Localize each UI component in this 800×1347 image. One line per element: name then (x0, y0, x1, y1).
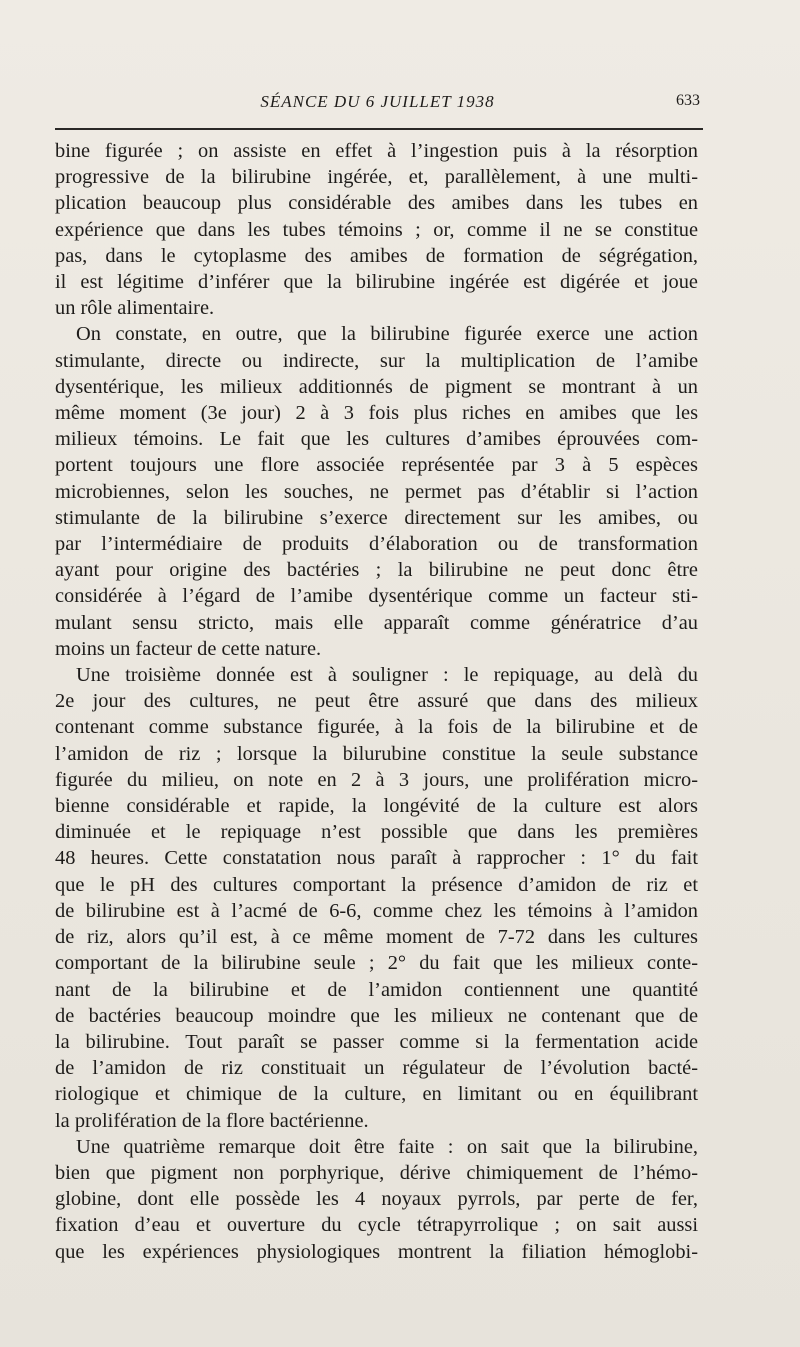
text-line: que le pH des cultures comportant la présence d’amidon de riz et (55, 873, 698, 896)
text-line: progressive de la bilirubine ingérée, et, parallèlement, à une multi- (55, 166, 698, 189)
text-line: plication beaucoup plus considérable des amibes dans les tubes en (55, 192, 698, 215)
text-line: que les expériences physiologiques montrent la filiation hémoglobi- (55, 1240, 698, 1263)
text-line: de bactéries beaucoup moindre que les milieux ne contenant que de (55, 1004, 698, 1027)
text-line: nant de la bilirubine et de l’amidon contiennent une quantité (55, 978, 698, 1001)
text-line: diminuée et le repiquage n’est possible que dans les premières (55, 821, 698, 844)
text-line: la prolifération de la flore bactérienne. (55, 1109, 369, 1132)
text-line: milieux témoins. Le fait que les cultures d’amibes éprouvées com- (55, 428, 698, 451)
text-line: comportant de la bilirubine seule ; 2° du fait que les milieux conte- (55, 952, 698, 975)
text-line: On constate, en outre, que la bilirubine figurée exerce une action (76, 323, 698, 346)
text-line: portent toujours une flore associée représentée par 3 à 5 espèces (55, 454, 698, 477)
page-number: 633 (676, 92, 700, 109)
text-line: fixation d’eau et ouverture du cycle tétrapyrrolique ; on sait aussi (55, 1214, 698, 1237)
text-line: globine, dont elle possède les 4 noyaux pyrrols, par perte de fer, (55, 1188, 698, 1211)
text-line: par l’intermédiaire de produits d’élaboration ou de transformation (55, 533, 698, 556)
text-line: un rôle alimentaire. (55, 297, 215, 320)
paragraph (55, 662, 698, 1134)
text-line: moins un facteur de cette nature. (55, 637, 322, 660)
text-line: stimulante, directe ou indirecte, sur la multiplication de l’amibe (55, 349, 698, 372)
paragraph (55, 1134, 698, 1265)
text-line: bine figurée ; on assiste en effet à l’ingestion puis à la résorption (55, 140, 698, 162)
text-line: riologique et chimique de la culture, en limitant ou en équilibrant (55, 1083, 698, 1106)
text-line: l’amidon de riz ; lorsque la bilurubine constitue la seule substance (55, 742, 698, 765)
paragraph (55, 321, 698, 662)
text-line: 48 heures. Cette constatation nous paraît à rapprocher : 1° du fait (55, 847, 698, 870)
text-line: considérée à l’égard de l’amibe dysentérique comme un facteur sti- (55, 585, 698, 608)
text-line: ayant pour origine des bactéries ; la bilirubine ne peut donc être (55, 559, 698, 582)
text-line: contenant comme substance figurée, à la fois de la bilirubine et de (55, 716, 698, 739)
text-line: la bilirubine. Tout paraît se passer comme si la fermentation acide (55, 1030, 698, 1053)
running-title: SÉANCE DU 6 JUILLET 1938 (260, 92, 495, 111)
text-line: microbiennes, selon les souches, ne permet pas d’établir si l’action (55, 480, 698, 503)
text-line: mulant sensu stricto, mais elle apparaît comme génératrice d’au (55, 611, 698, 634)
text-line: même moment (3e jour) 2 à 3 fois plus riches en amibes que les (55, 402, 698, 425)
text-line: de bilirubine est à l’acmé de 6-6, comme chez les témoins à l’amidon (55, 899, 698, 922)
text-line: Une quatrième remarque doit être faite : on sait que la bilirubine, (76, 1135, 698, 1158)
body-text (55, 138, 698, 1265)
text-line: pas, dans le cytoplasme des amibes de formation de ségrégation, (55, 244, 698, 267)
text-line: expérience que dans les tubes témoins ; or, comme il ne se constitue (55, 218, 698, 241)
text-line: de l’amidon de riz constituait un régulateur de l’évolution bacté- (55, 1057, 698, 1080)
text-line: 2e jour des cultures, ne peut être assuré que dans des milieux (55, 690, 698, 713)
text-line: Une troisième donnée est à souligner : le repiquage, au delà du (76, 664, 698, 687)
text-line: il est légitime d’inférer que la bilirubine ingérée est digérée et joue (55, 271, 698, 294)
header-rule (55, 128, 703, 130)
text-line: bien que pigment non porphyrique, dérive chimiquement de l’hémo- (55, 1161, 698, 1184)
text-line: bienne considérable et rapide, la longévité de la culture est alors (55, 795, 698, 818)
text-line: figurée du milieu, on note en 2 à 3 jours, une prolifération micro- (55, 768, 698, 791)
text-line: de riz, alors qu’il est, à ce même moment de 7-72 dans les cultures (55, 926, 698, 949)
page-header (55, 92, 700, 118)
text-line: dysentérique, les milieux additionnés de pigment se montrant à un (55, 375, 698, 398)
text-line: stimulante de la bilirubine s’exerce directement sur les amibes, ou (55, 506, 698, 529)
paragraph (55, 138, 698, 321)
